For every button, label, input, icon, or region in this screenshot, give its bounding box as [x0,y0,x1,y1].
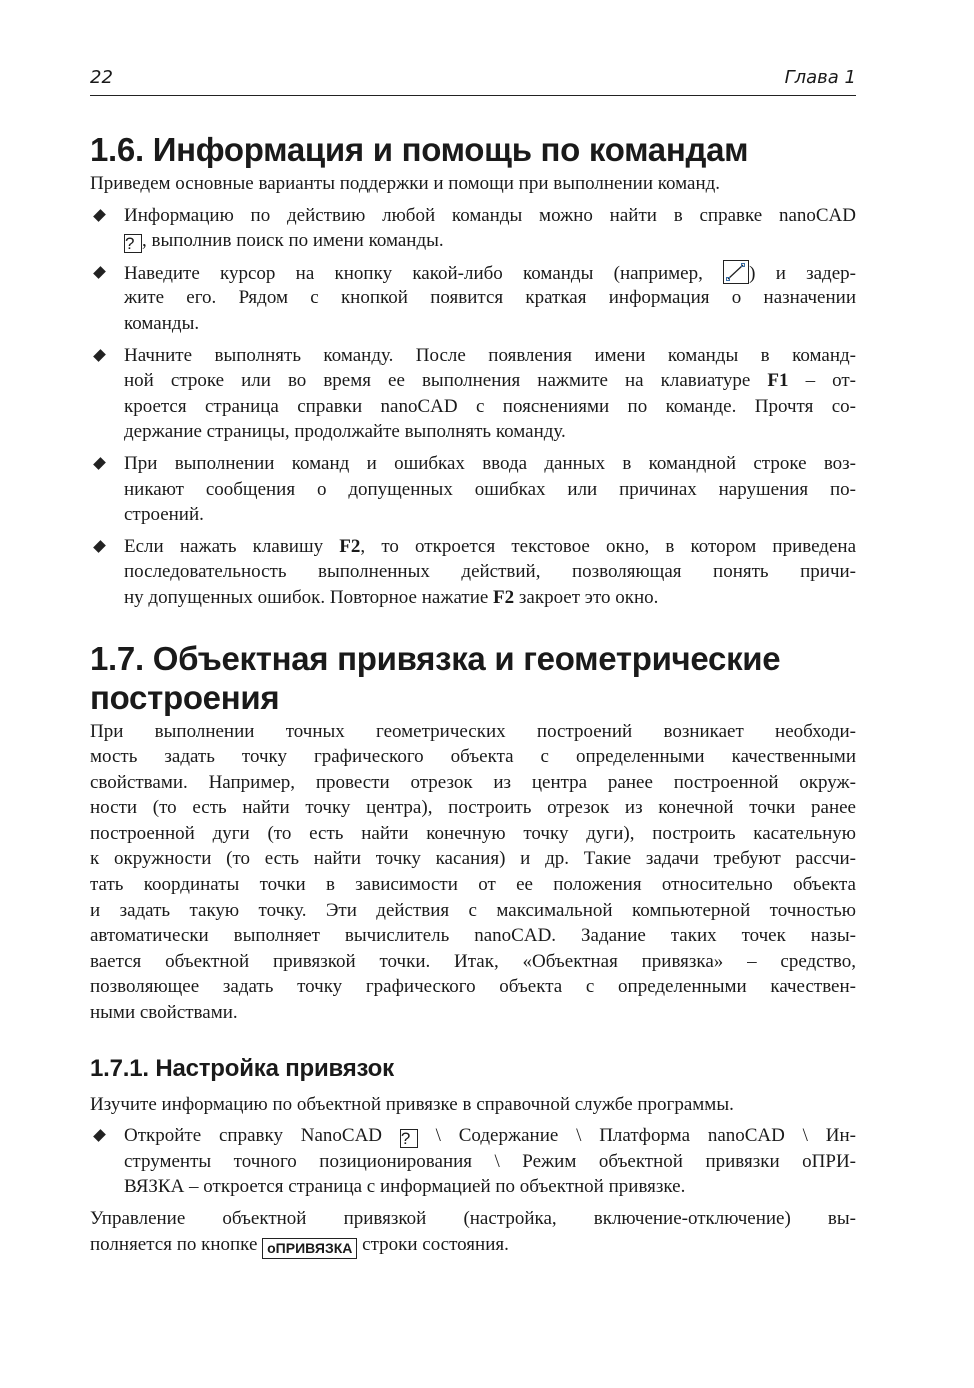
text-run: – от- [788,370,856,392]
key-name: F2 [493,586,515,608]
text-line [90,171,856,197]
page [90,66,856,1257]
text-line [124,534,856,560]
key-name: F2 [339,535,361,557]
text-run: Если нажать клавишу [124,535,340,557]
text-run: построенной дуги (то есть найти конечную точку дуги), построить касательную [90,822,856,844]
text-run: вается объектной привязкой точки. Итак, «Объектная привязка» – средство, [90,950,856,972]
text-line [90,846,856,872]
bullet-item [90,1123,856,1200]
text-line [124,285,856,311]
text-line [124,1149,856,1175]
text-run: автоматически выполняет вычислитель nanoCAD. Задание таких точек назы- [90,925,856,947]
text-line [124,419,856,445]
text-line [90,949,856,975]
text-line [124,502,856,528]
text-line [124,368,856,394]
text-run: струменты точного позиционирования \ Режим объектной привязки оПРИ- [124,1150,856,1172]
section-heading-1-6: 1.6. Информация и помощь по командам [90,131,749,168]
bullet-list [90,203,856,611]
text-run: Управление объектной привязкой (настройка, включение-отключение) вы- [90,1208,856,1229]
chapter-label: Глава 1 [784,67,856,88]
text-line [124,394,856,420]
text-run: Начните выполнять команду. После появления имени команды в команд- [124,344,856,366]
text-run: полняется по кнопке [90,1233,263,1255]
text-run: команды. [124,312,200,334]
text-line [90,898,856,924]
text-run: к окружности (то есть найти точку касания) и др. Такие задачи требуют рассчи- [90,848,856,870]
text-line [124,585,856,611]
text-run: , то откроется текстовое окно, в котором приведена [360,535,857,557]
text-run: последовательность выполненных действий, позволяющая понять причи- [124,561,856,583]
text-line [90,719,856,745]
bullet-list [90,1123,856,1200]
text-line [124,477,856,503]
text-line [90,821,856,847]
text-line [90,872,856,898]
text-run: строки состояния. [357,1233,509,1255]
text-run: При выполнении точных геометрических построений возникает необходи- [90,720,856,742]
text-run: жите его. Рядом с кнопкой появится краткая информация о назначении [124,287,856,309]
text-run: ными свойствами. [90,1002,238,1024]
text-run: ной строке или во время ее выполнения нажмите на клавиатуре [124,370,768,392]
text-line [124,311,856,337]
text-run: Откройте справку NanoCAD [124,1125,400,1147]
text-run: При выполнении команд и ошибках ввода данных в командной строке воз- [124,452,856,474]
help-icon: ? [400,1129,418,1148]
bullet-item [90,260,856,337]
bullet-item [90,451,856,528]
text-run: ности (то есть найти точку центра), построить отрезок из конечной точки ранее [90,797,856,819]
text-run: держание страницы, продолжайте выполнять команду. [124,421,566,443]
text-line [124,343,856,369]
text-line [90,770,856,796]
text-line [90,1092,856,1118]
bullet-item [90,203,856,254]
text-run: позволяющее задать точку графического объекта с определенными качествен- [90,976,856,998]
text-line [124,1123,856,1149]
text-line [90,1000,856,1026]
text-line [90,795,856,821]
page-number: 22 [90,67,113,88]
text-line [124,228,856,254]
running-header [90,66,856,96]
text-run: Наведите курсор на кнопку какой-либо команды (например, [124,262,724,284]
text-line [90,974,856,1000]
intro-paragraph [90,171,856,197]
text-line [124,451,856,477]
text-run: Информацию по действию любой команды можно найти в справке nanoCAD [124,204,856,226]
text-run: закроет это окно. [514,586,659,608]
text-run: никают сообщения о допущенных ошибках или причинах нарушения по- [124,478,856,500]
text-run: \ Содержание \ Платформа nanoCAD \ Ин- [417,1125,856,1147]
text-run: ВЯЗКА – откроется страница с информацией по объектной привязке. [124,1176,686,1198]
text-line [124,260,856,286]
help-icon: ? [124,234,142,253]
text-line [124,559,856,585]
text-line [90,1232,856,1258]
closing-paragraph [90,1206,856,1257]
text-line [90,1206,856,1232]
subsection-heading-1-7-1: 1.7.1. Настройка привязок [90,1054,394,1082]
text-run: и задать такую точку. Эти действия с максимальной компьютерной точностью [90,899,856,921]
bullet-item [90,534,856,611]
section-heading-1-7: 1.7. Объектная привязка и геометрические построения [90,639,781,716]
text-run: ) и задер- [749,262,856,284]
text-run: Изучите информацию по объектной привязке в справочной службе программы. [90,1093,734,1115]
line-tool-icon [723,260,749,284]
text-run: свойствами. Например, провести отрезок из центра ранее построенной окруж- [90,771,856,793]
body-paragraph [90,719,856,1026]
text-line [124,203,856,229]
key-name: F1 [767,370,789,392]
text-line [90,744,856,770]
object-snap-button-icon: оПРИВЯЗКА [262,1238,357,1259]
bullet-item [90,343,856,445]
text-line [90,923,856,949]
text-run: , выполнив поиск по имени команды. [142,230,444,252]
text-run: ну допущенных ошибок. Повторное нажатие [124,586,494,608]
text-line [124,1174,856,1200]
text-run: строений. [124,504,204,526]
text-run: Приведем основные варианты поддержки и помощи при выполнении команд. [90,173,721,194]
text-run: тать координаты точки в зависимости от ее положения относительно объекта [90,874,856,896]
intro-paragraph [90,1092,856,1118]
text-run: кроется страница справки nanoCAD с пояснениями по команде. Прочтя со- [124,395,856,417]
text-run: мость задать точку графического объекта с определенными качественными [90,746,856,768]
